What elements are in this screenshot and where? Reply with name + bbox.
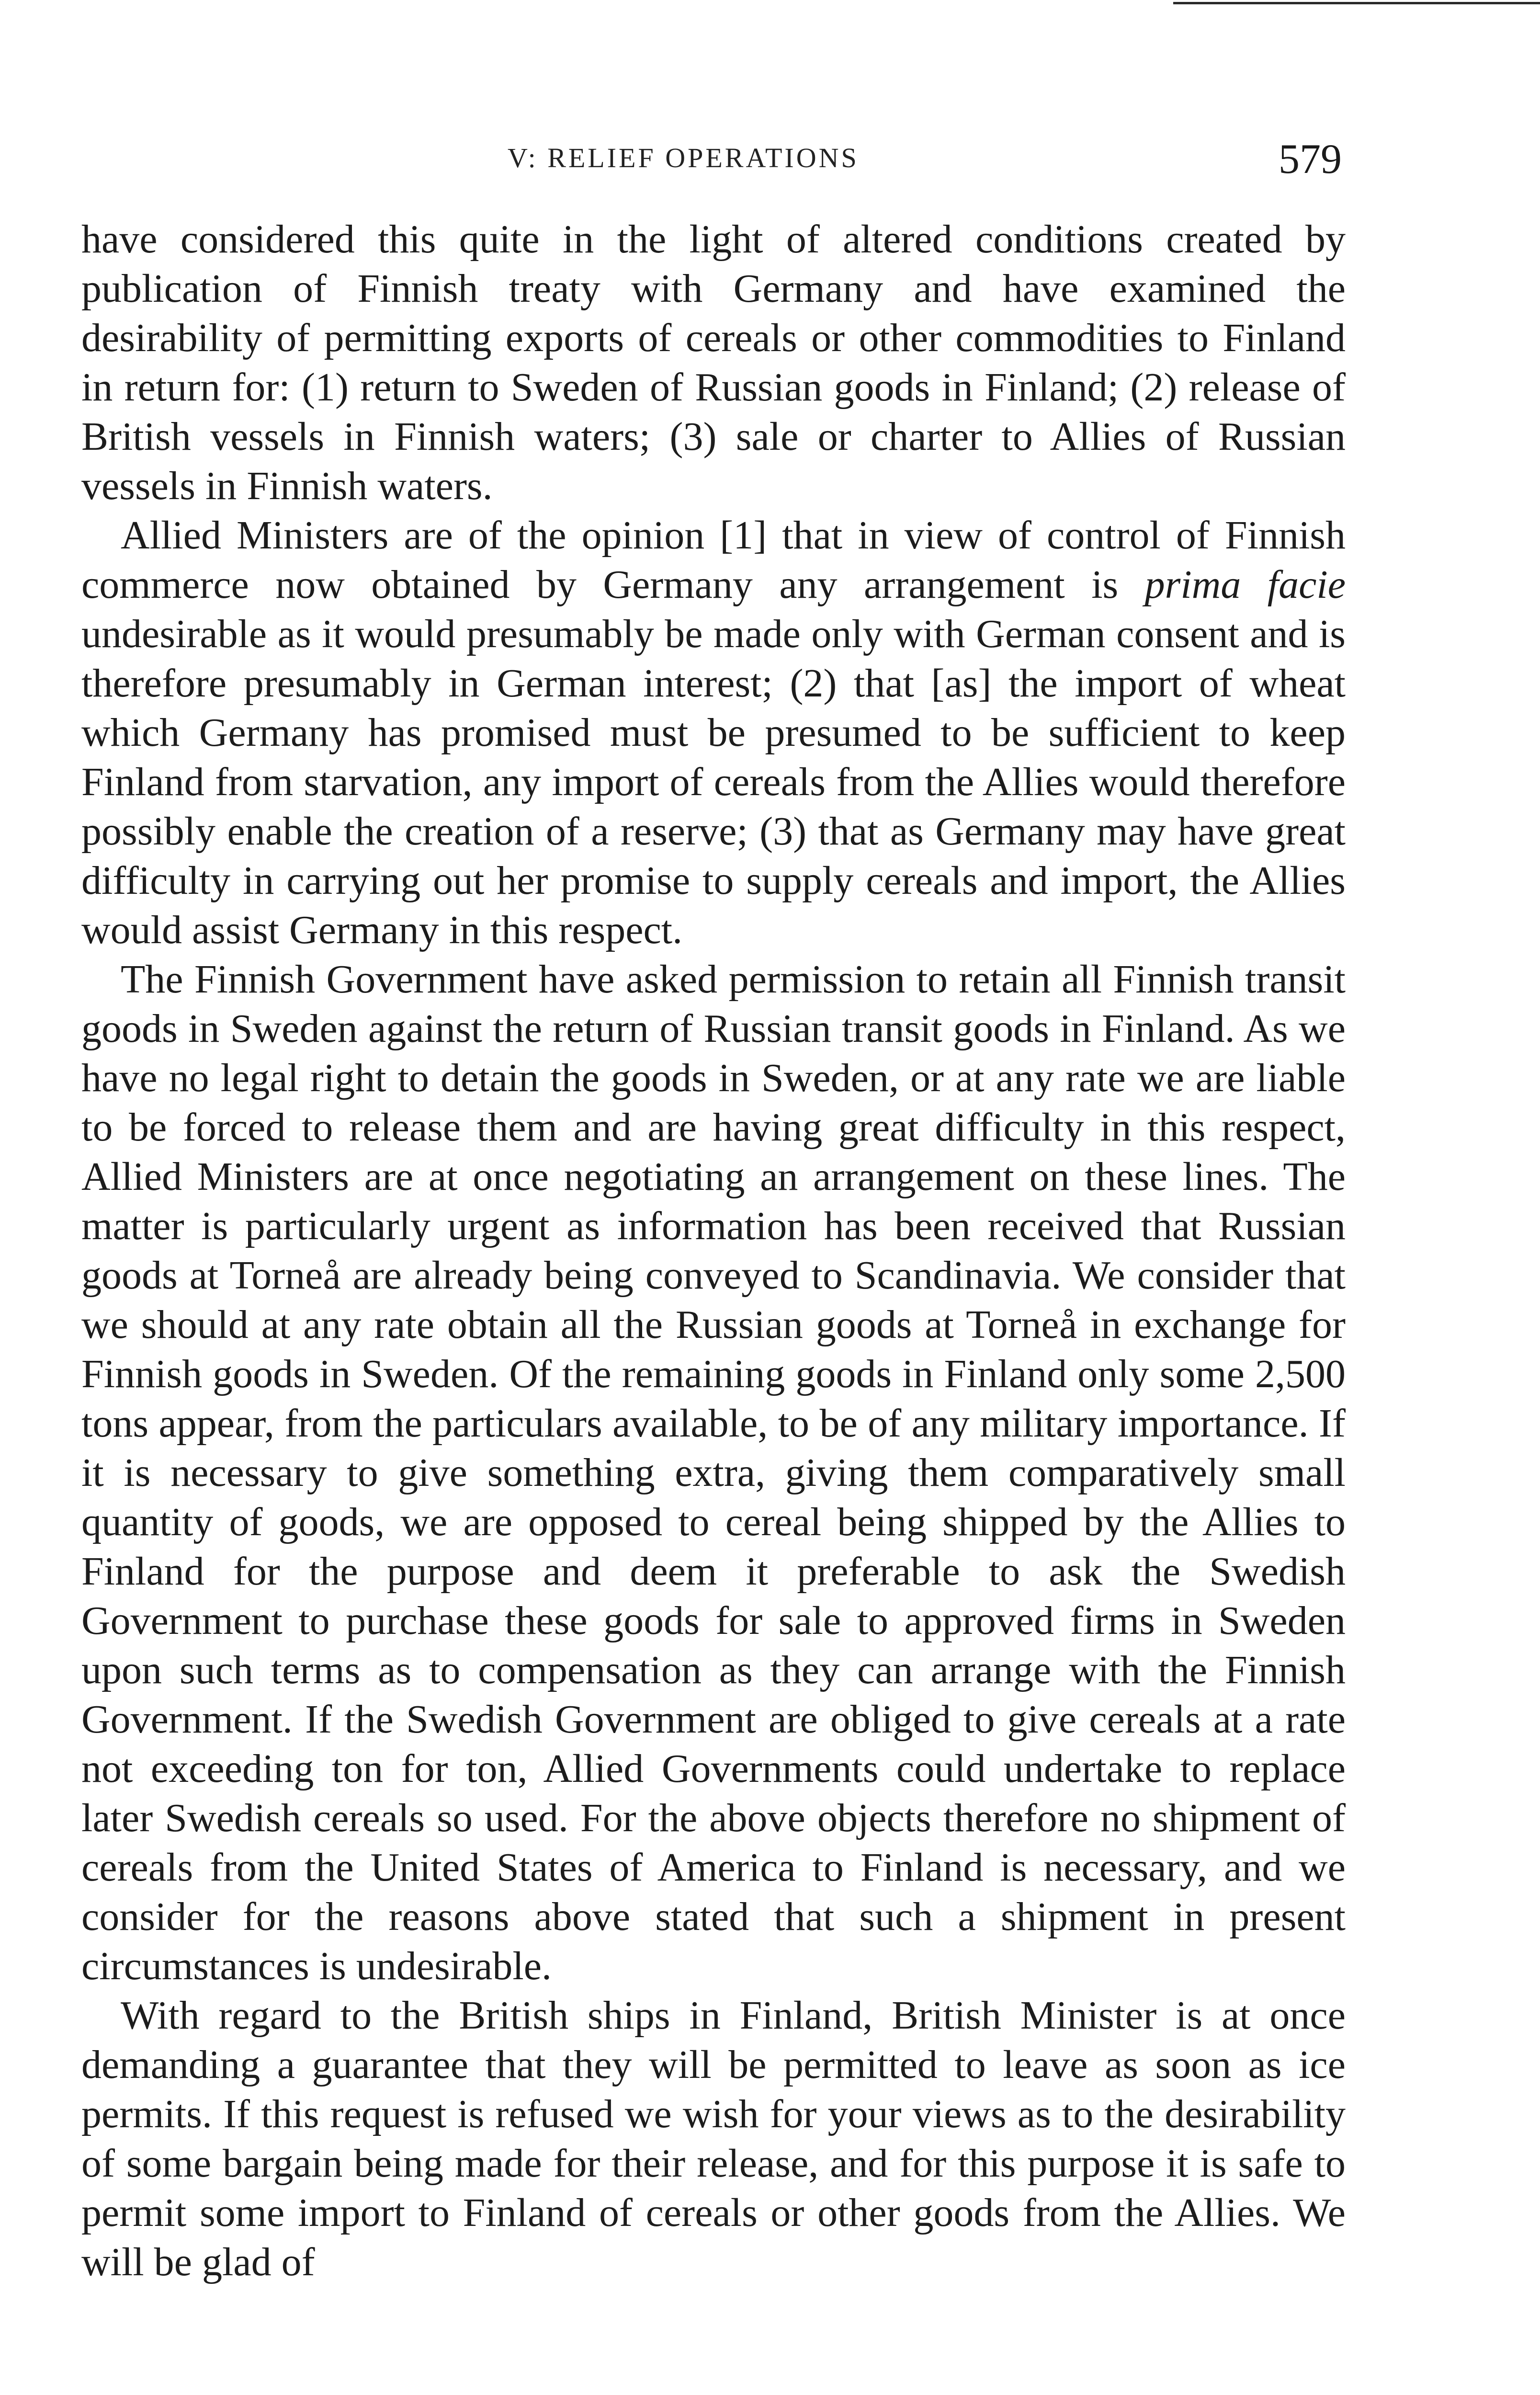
paragraph-3: The Finnish Government have asked permission to retain all Finnish transit goods in Sweden against the return of Russian transit goods in Finland. As we have no legal right to detain the goods in Sweden, or at any rate we are liable to be forced to release them and are having great difficulty in this respect, Allied Ministers are at once negotiating an arrangement on these lines. The matter is particularly urgent as information has been received that Russian goods at Torneå are already being conveyed to Scandinavia. We consider that we should at any rate obtain all the Russian goods at Torneå in exchange for Finnish goods in Sweden. Of the remaining goods in Finland only some 2,500 tons appear, from the particulars available, to be of any military importance. If it is necessary to give something extra, giving them comparatively small quantity of goods, we are opposed to cereal being shipped by the Allies to Finland for the purpose and deem it preferable to ask the Swedish Government to purchase these goods for sale to approved firms in Sweden upon such terms as to compensation as they can arrange with the Finnish Government. If the Swedish Government are obliged to give cereals at a rate not exceeding ton for ton, Allied Governments could undertake to replace later Swedish cereals so used. For the above objects therefore no shipment of cereals from the United States of America to Finland is necessary, and we consider for the reasons above stated that such a shipment in present circumstances is undesirable. (81, 957, 1346, 1988)
running-head: V: RELIEF OPERATIONS (508, 142, 859, 173)
paragraph-4: With regard to the British ships in Finland, British Minister is at once demanding a guarantee that they will be permitted to leave as soon as ice permits. If this request is refused we wish for your views as to the desirability of some bargain being made for their release, and for this purpose it is safe to permit some import to Finland of cereals or other goods from the Allies. We will be glad of (81, 1993, 1346, 2284)
paragraph-2-italic-phrase: prima facie (1144, 562, 1346, 607)
page-number: 579 (1279, 136, 1342, 182)
top-edge-rule (1173, 2, 1540, 4)
paragraph-2-lead: Allied Ministers are of the opinion [1] that in view of control of Finnish commerce now obtained by Germany any arrangement is (81, 513, 1346, 607)
paragraph-2 (81, 511, 1346, 955)
paragraph-2-rest: undesirable as it would presumably be made only with German consent and is therefore presumably in German interest; (2) that [as] the import of wheat which Germany has promised must be presumed to be sufficient to keep Finland from starvation, any import of cereals from the Allies would therefore possibly enable the creation of a reserve; (3) that as Germany may have great difficulty in carrying out her promise to supply cereals and import, the Allies would assist Germany in this respect. (81, 612, 1346, 952)
body-text (81, 215, 1346, 2287)
paragraph-1: have considered this quite in the light of altered conditions created by publication of Finnish treaty with Germany and have examined the desirability of permitting exports of cereals or other commodities to Finland in return for: (1) return to Sweden of Russian goods in Finland; (2) release of British vessels in Finnish waters; (3) sale or charter to Allies of Russian vessels in Finnish waters. (81, 217, 1346, 508)
